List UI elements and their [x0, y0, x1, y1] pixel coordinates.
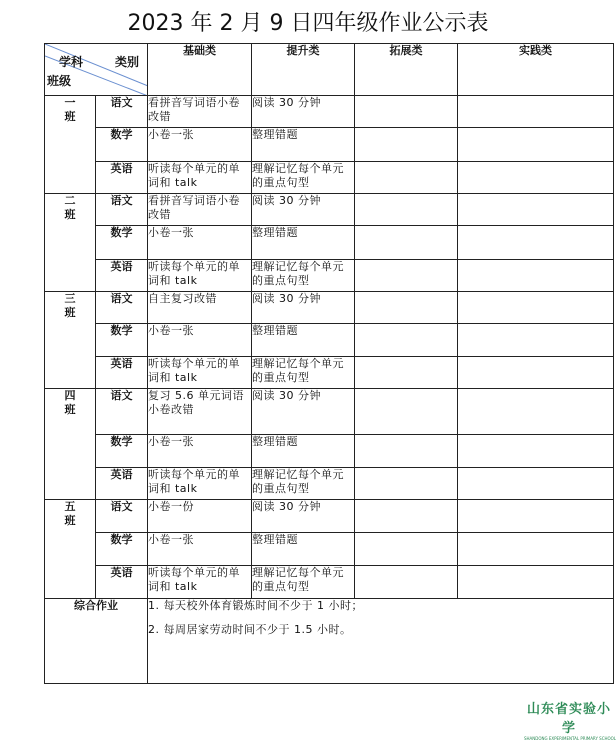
improve-cell: 阅读 30 分钟 — [252, 500, 355, 533]
header-row — [45, 44, 614, 96]
practice-cell — [458, 292, 614, 324]
extend-cell — [355, 226, 458, 260]
extend-cell — [355, 389, 458, 435]
improve-cell: 理解记忆每个单元的重点句型 — [252, 468, 355, 500]
extend-cell — [355, 96, 458, 128]
extend-cell — [355, 194, 458, 226]
extend-cell — [355, 128, 458, 162]
summary-item: 1. 每天校外体育锻炼时间不少于 1 小时； — [148, 599, 363, 612]
basic-cell: 听读每个单元的单词和 talk — [148, 357, 252, 389]
improve-cell: 阅读 30 分钟 — [252, 194, 355, 226]
summary-label: 综合作业 — [45, 599, 148, 684]
school-logo-name: 山东省实验小学 — [526, 702, 611, 736]
column-header-extend: 拓展类 — [355, 44, 458, 96]
extend-cell — [355, 468, 458, 500]
table-row — [45, 96, 614, 128]
column-header-basic: 基础类 — [148, 44, 252, 96]
table-row — [45, 226, 614, 260]
table-row — [45, 128, 614, 162]
basic-cell: 听读每个单元的单词和 talk — [148, 468, 252, 500]
corner-cell — [45, 44, 148, 96]
extend-cell — [355, 435, 458, 468]
basic-cell: 听读每个单元的单词和 talk — [148, 260, 252, 292]
table-row — [45, 566, 614, 599]
table-row — [45, 260, 614, 292]
practice-cell — [458, 468, 614, 500]
improve-cell: 阅读 30 分钟 — [252, 96, 355, 128]
extend-cell — [355, 324, 458, 357]
column-header-practice: 实践类 — [458, 44, 614, 96]
improve-cell: 理解记忆每个单元的重点句型 — [252, 260, 355, 292]
basic-cell: 看拼音写词语小卷改错 — [148, 96, 252, 128]
basic-cell: 听读每个单元的单词和 talk — [148, 566, 252, 599]
basic-cell: 自主复习改错 — [148, 292, 252, 324]
practice-cell — [458, 194, 614, 226]
summary-row — [45, 599, 614, 684]
subject-cell: 英语 — [96, 468, 148, 500]
improve-cell: 阅读 30 分钟 — [252, 292, 355, 324]
improve-cell: 整理错题 — [252, 324, 355, 357]
basic-cell: 小卷一张 — [148, 128, 252, 162]
extend-cell — [355, 260, 458, 292]
extend-cell — [355, 566, 458, 599]
table-row — [45, 533, 614, 566]
basic-cell: 看拼音写词语小卷改错 — [148, 194, 252, 226]
homework-table — [44, 43, 614, 684]
subject-cell: 语文 — [96, 500, 148, 533]
subject-cell: 英语 — [96, 260, 148, 292]
practice-cell — [458, 260, 614, 292]
improve-cell: 理解记忆每个单元的重点句型 — [252, 162, 355, 194]
basic-cell: 听读每个单元的单词和 talk — [148, 162, 252, 194]
table-row — [45, 194, 614, 226]
basic-cell: 小卷一份 — [148, 500, 252, 533]
subject-cell: 数学 — [96, 226, 148, 260]
corner-class-label: 班级 — [47, 74, 72, 88]
table-row — [45, 435, 614, 468]
school-logo — [524, 698, 614, 741]
school-logo-subtitle: SHANDONG EXPERIMENTAL PRIMARY SCHOOL — [524, 736, 616, 741]
extend-cell — [355, 357, 458, 389]
subject-cell: 英语 — [96, 162, 148, 194]
extend-cell — [355, 500, 458, 533]
column-header-improve: 提升类 — [252, 44, 355, 96]
table-row — [45, 389, 614, 435]
page-title: 2023 年 2 月 9 日四年级作业公示表 — [127, 11, 489, 36]
corner-subject-label: 学科 — [59, 55, 84, 69]
basic-cell: 小卷一张 — [148, 226, 252, 260]
extend-cell — [355, 162, 458, 194]
improve-cell: 整理错题 — [252, 128, 355, 162]
subject-cell: 数学 — [96, 435, 148, 468]
practice-cell — [458, 500, 614, 533]
extend-cell — [355, 533, 458, 566]
practice-cell — [458, 566, 614, 599]
subject-cell: 语文 — [96, 194, 148, 226]
practice-cell — [458, 357, 614, 389]
summary-item: 2. 每周居家劳动时间不少于 1.5 小时。 — [148, 623, 352, 636]
practice-cell — [458, 533, 614, 566]
practice-cell — [458, 96, 614, 128]
class-name-cell: 一 班 — [45, 96, 96, 194]
basic-cell: 小卷一张 — [148, 435, 252, 468]
subject-cell: 语文 — [96, 96, 148, 128]
basic-cell: 小卷一张 — [148, 533, 252, 566]
practice-cell — [458, 162, 614, 194]
improve-cell: 整理错题 — [252, 533, 355, 566]
summary-notes — [148, 599, 614, 684]
practice-cell — [458, 128, 614, 162]
practice-cell — [458, 435, 614, 468]
class-name-cell: 三 班 — [45, 292, 96, 389]
improve-cell: 理解记忆每个单元的重点句型 — [252, 357, 355, 389]
table-row — [45, 500, 614, 533]
subject-cell: 语文 — [96, 389, 148, 435]
table-row — [45, 292, 614, 324]
basic-cell: 小卷一张 — [148, 324, 252, 357]
table-row — [45, 357, 614, 389]
class-name-cell: 五 班 — [45, 500, 96, 599]
subject-cell: 语文 — [96, 292, 148, 324]
basic-cell: 复习 5.6 单元词语 小卷改错 — [148, 389, 252, 435]
table-row — [45, 324, 614, 357]
improve-cell: 理解记忆每个单元的重点句型 — [252, 566, 355, 599]
improve-cell: 整理错题 — [252, 226, 355, 260]
improve-cell: 整理错题 — [252, 435, 355, 468]
extend-cell — [355, 292, 458, 324]
practice-cell — [458, 389, 614, 435]
subject-cell: 数学 — [96, 533, 148, 566]
subject-cell: 数学 — [96, 324, 148, 357]
subject-cell: 英语 — [96, 566, 148, 599]
class-name-cell: 四 班 — [45, 389, 96, 500]
subject-cell: 数学 — [96, 128, 148, 162]
subject-cell: 英语 — [96, 357, 148, 389]
practice-cell — [458, 226, 614, 260]
improve-cell: 阅读 30 分钟 — [252, 389, 355, 435]
corner-type-label: 类别 — [114, 55, 139, 69]
class-name-cell: 二 班 — [45, 194, 96, 292]
table-row — [45, 162, 614, 194]
practice-cell — [458, 324, 614, 357]
table-row — [45, 468, 614, 500]
